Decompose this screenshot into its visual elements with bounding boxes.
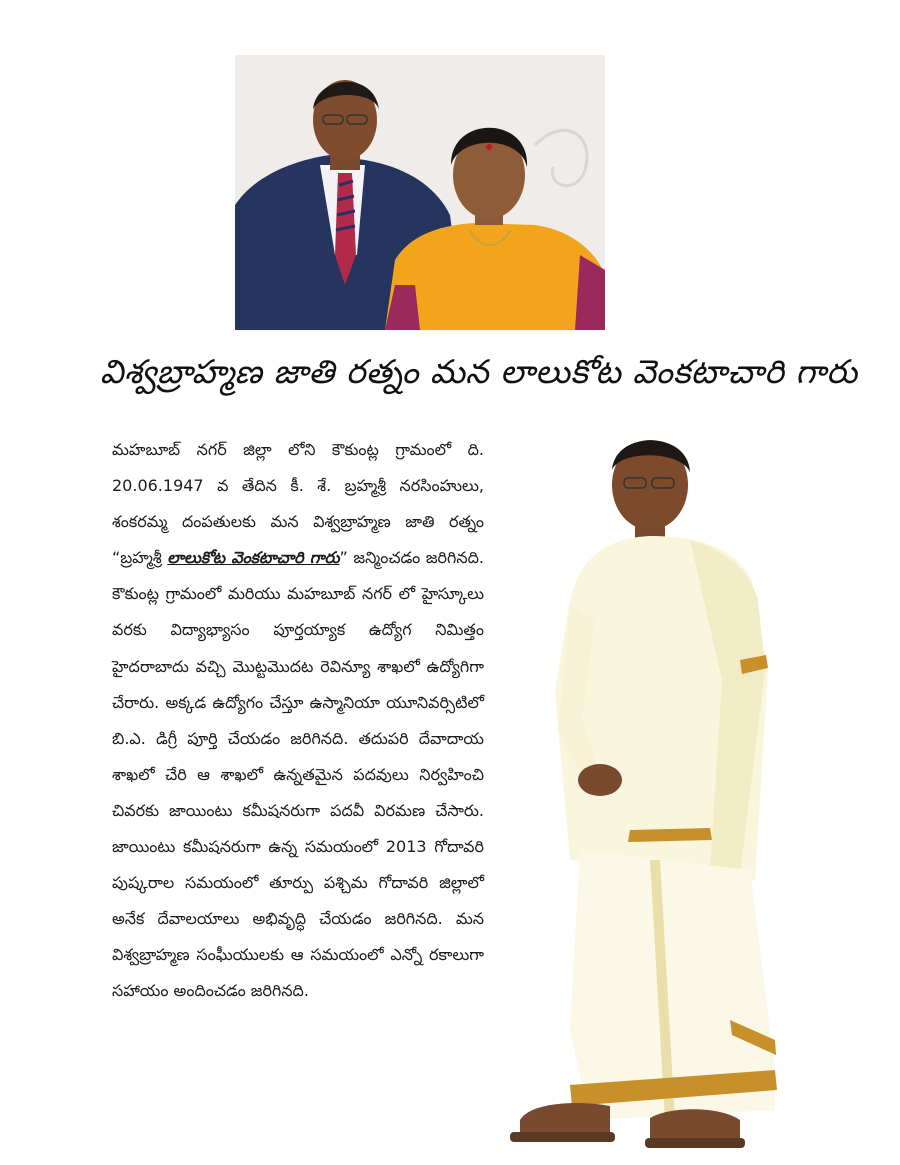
page-title: విశ్వబ్రాహ్మణ జాతి రత్నం మన లాలుకోట వెంకటాచారి గారు	[100, 352, 858, 391]
name-emphasis: లాలుకోట వెంకటాచారి గారు	[167, 548, 340, 568]
portrait-photo	[500, 430, 800, 1150]
paragraph-part-1: మహబూబ్ నగర్ జిల్లా లోని కౌకుంట్ల గ్రామంలో ది. 20.06.1947 వ తేదిన కీ. శే. బ్రహ్మశ్రీ నరసింహులు, శంకరమ్మ దంపతులకు మన విశ్వబ్రాహ్మణ జాతి రత్నం “బ్రహ్మశ్రీ	[112, 440, 484, 568]
couple-photo	[235, 55, 605, 330]
paragraph-part-2: ” జన్మించడం జరిగినది. కౌకుంట్ల గ్రామంలో మరియు మహబూబ్ నగర్ లో హైస్కూలు వరకు విద్యాభ్యాసం పూర్తయ్యాక ఉద్యోగ నిమిత్తం హైదరాబాదు వచ్చి మొట్టమొదట రెవిన్యూ శాఖలో ఉద్యోగిగా చేరారు. అక్కడ ఉద్యోగం చేస్తూ ఉస్మానియా యూనివర్సిటిలో బి.ఎ. డిగ్రీ పూర్తి చేయడం జరిగినది. తదుపరి దేవాదాయ శాఖలో చేరి ఆ శాఖలో ఉన్నతమైన పదవులు నిర్వహించి చివరకు జాయింటు కమీషనరుగా పదవీ విరమణ చేసారు. జాయింటు కమీషనరుగా ఉన్న సమయంలో 2013 గోదావరి పుష్కరాల సమయంలో తూర్పు పశ్చిమ గోదావరి జిల్లాలో అనేక దేవాలయాలు అభివృద్ధి చేయడం జరిగినది. మన విశ్వబ్రాహ్మణ సంఘీయులకు ఆ సమయంలో ఎన్నో రకాలుగా సహాయం అందించడం జరిగినది.	[112, 548, 484, 1001]
biography-paragraph	[112, 432, 484, 1010]
